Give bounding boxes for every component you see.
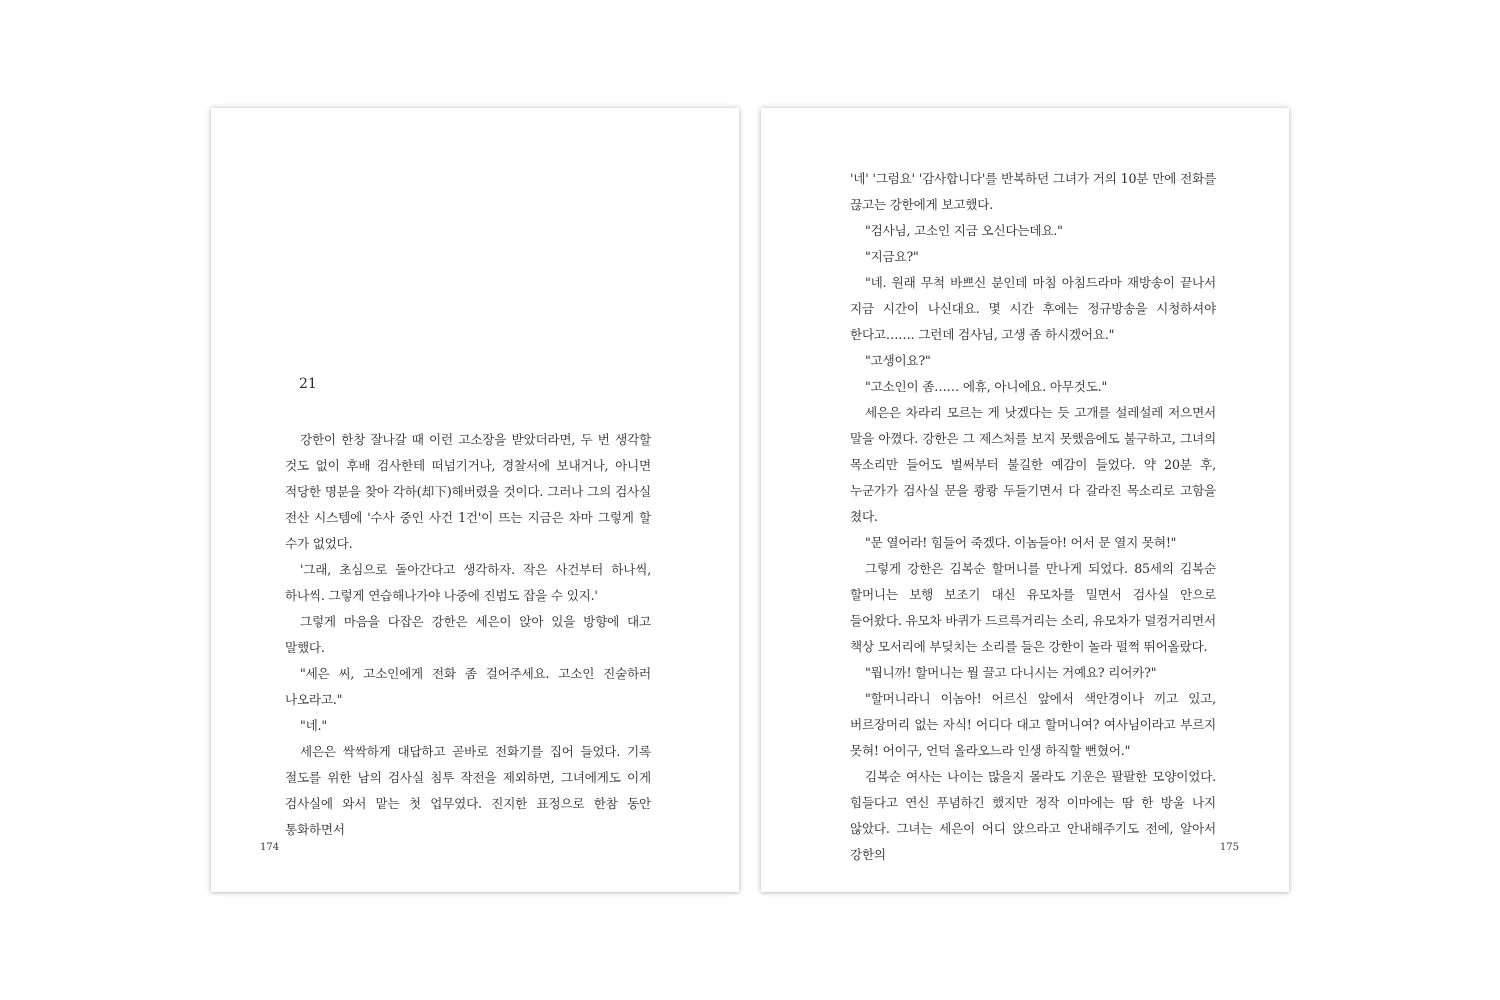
paragraph: "문 열어라! 힘들어 죽겠다. 이놈들아! 어서 문 열지 못혀!" — [865, 535, 1177, 550]
paragraph: "할머니라니 이놈아! 어르신 앞에서 색안경이나 끼고 있고, 버르장머리 없는 자식! 어디다 대고 할머니여? 여사님이라고 부르지 못혀! 어이구, 언덕 올라오느라 인생 하직할 뻔혔어." — [850, 691, 1216, 758]
paragraph: "네. 원래 무척 바쁘신 분인데 마침 아침드라마 재방송이 끝나서 지금 시간이 나신대요. 몇 시간 후에는 정규방송을 시청하셔야 한다고……. 그런데 검사님, 고생 좀 하시겠어요." — [850, 275, 1216, 342]
paragraph: "지금요?" — [865, 249, 919, 264]
paragraph: 그렇게 강한은 김복순 할머니를 만나게 되었다. 85세의 김복순 할머니는 보행 보조기 대신 유모차를 밀면서 검사실 안으로 들어왔다. 유모차 바퀴가 드르륵거리는 소리, 유모차가 덜컹거리면서 책상 모서리에 부딪치는 소리를 들은 강한이 놀라 펄쩍 뛰어올랐다. — [850, 561, 1216, 654]
page-number: 175 — [1219, 842, 1239, 853]
chapter-number: 21 — [299, 376, 317, 392]
paragraph: 강한이 한창 잘나갈 때 이런 고소장을 받았더라면, 두 번 생각할 것도 없이 후배 검사한테 떠넘기거나, 경찰서에 보내거나, 아니면 적당한 명분을 찾아 각하(却下)해버렸을 것이다. 그러나 그의 검사실 전산 시스템에 '수사 중인 사건 1건'이 뜨는 지금은 차마 그렇게 할 수가 없었다. — [285, 432, 651, 551]
paragraph: 김복순 여사는 나이는 많을지 몰라도 기운은 팔팔한 모양이었다. 힘들다고 연신 푸념하긴 했지만 정작 이마에는 땀 한 방울 나지 않았다. 그녀는 세은이 어디 앉으라고 안내해주기도 전에, 알아서 강한의 — [850, 769, 1216, 862]
right-book-page — [761, 108, 1289, 892]
paragraph: 그렇게 마음을 다잡은 강한은 세은이 앉아 있을 방향에 대고 말했다. — [285, 614, 651, 655]
right-page-body — [850, 166, 1216, 868]
paragraph: "뭡니까! 할머니는 뭘 끌고 다니시는 거예요? 리어카?" — [865, 665, 1157, 680]
paragraph: "고생이요?" — [865, 353, 931, 368]
paragraph: "네." — [300, 718, 327, 733]
paragraph: 세은은 싹싹하게 대답하고 곧바로 전화기를 집어 들었다. 기록 절도를 위한 남의 검사실 침투 작전을 제외하면, 그녀에게도 이게 검사실에 와서 맡는 첫 업무였다. 진지한 표정으로 한참 동안 통화하면서 — [285, 744, 651, 837]
paragraph: "검사님, 고소인 지금 오신다는데요." — [865, 223, 1063, 238]
paragraph-continued: '네' '그럼요' '감사합니다'를 반복하던 그녀가 거의 10분 만에 전화를 끊고는 강한에게 보고했다. — [850, 171, 1216, 212]
paragraph: '그래, 초심으로 돌아간다고 생각하자. 작은 사건부터 하나씩, 하나씩. 그렇게 연습해나가야 나중에 진범도 잡을 수 있지.' — [285, 562, 651, 603]
left-book-page — [211, 108, 739, 892]
page-number: 174 — [260, 842, 280, 853]
paragraph: "고소인이 좀…… 에휴, 아니에요. 아무것도." — [865, 379, 1108, 394]
paragraph: 세은은 차라리 모르는 게 낫겠다는 듯 고개를 설레설레 저으면서 말을 아꼈다. 강한은 그 제스처를 보지 못했음에도 불구하고, 그녀의 목소리만 들어도 벌써부터 불길한 예감이 들었다. 약 20분 후, 누군가가 검사실 문을 쾅쾅 두들기면서 다 갈라진 목소리로 고함을 쳤다. — [850, 405, 1216, 524]
paragraph: "세은 씨, 고소인에게 전화 좀 걸어주세요. 고소인 진술하러 나오라고." — [285, 666, 651, 707]
left-page-body — [285, 427, 651, 843]
